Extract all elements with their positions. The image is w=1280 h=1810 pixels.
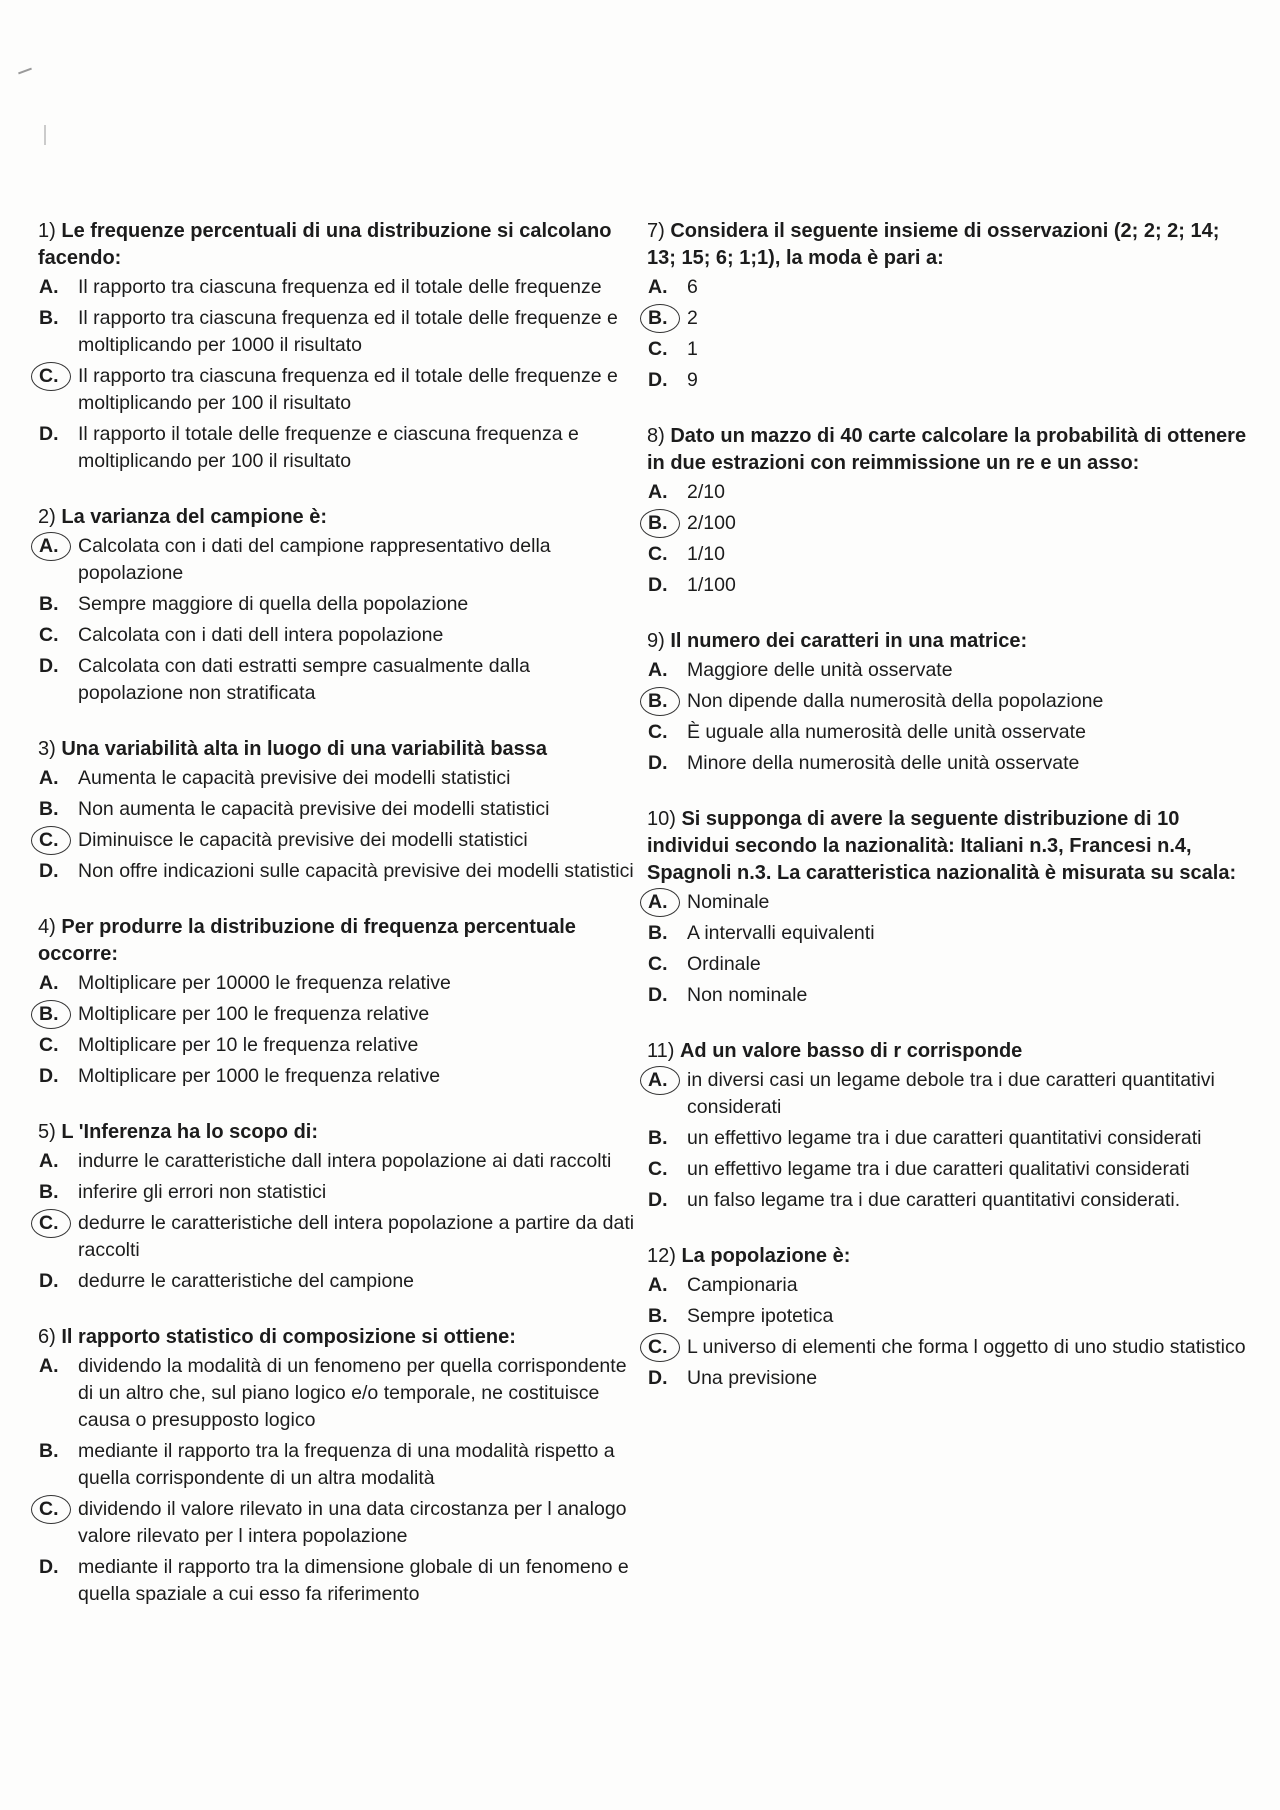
option-text: Moltiplicare per 10000 le frequenza relative (78, 972, 451, 994)
option-text: Il rapporto tra ciascuna frequenza ed il totale delle frequenze (78, 276, 602, 298)
option-text: L universo di elementi che forma l oggetto di uno studio statistico (687, 1336, 1246, 1358)
scan-mark (44, 125, 46, 145)
option-letter: A. (647, 1067, 687, 1121)
question-text: Considera il seguente insieme di osservazioni (2; 2; 2; 14; 13; 15; 6; 1;1), la moda è pari a: (647, 220, 1220, 269)
option-letter: B. (648, 922, 668, 944)
handwritten-circle-mark (31, 1209, 71, 1238)
option-letter: C. (39, 1034, 59, 1056)
option-text: Una previsione (687, 1367, 818, 1389)
question-number: 10) (647, 808, 676, 830)
answer-option[interactable] (38, 274, 638, 301)
handwritten-circle-mark (31, 362, 71, 391)
option-letter: B. (647, 510, 687, 537)
question-title (38, 504, 638, 531)
answer-option[interactable] (38, 1554, 638, 1608)
option-text: 1/100 (687, 574, 736, 596)
question-text: Si supponga di avere la seguente distribuzione di 10 individui secondo la nazionalità: Italiani n.3, Francesi n.4, Spagnoli n.3. La caratteristica nazionalità è misurata su scala: (647, 808, 1237, 884)
option-text: Sempre maggiore di quella della popolazione (78, 593, 469, 615)
question-text: Il numero dei caratteri in una matrice: (670, 630, 1028, 652)
option-letter: C. (648, 721, 668, 743)
answer-option[interactable] (647, 367, 1247, 394)
option-letter: B. (38, 1001, 78, 1028)
option-letter: A. (648, 1274, 668, 1296)
answer-option[interactable] (38, 1063, 638, 1090)
option-letter: B. (648, 1127, 668, 1149)
option-text: Moltiplicare per 100 le frequenza relative (78, 1003, 430, 1025)
option-letter: D. (648, 1189, 668, 1211)
option-text: un falso legame tra i due caratteri quantitativi considerati. (687, 1189, 1181, 1211)
option-text: dividendo la modalità di un fenomeno per quella corrispondente di un altro che, sul piano logico e/o temporale, ne costituisce causa o presupposto logico (78, 1355, 627, 1431)
answer-option[interactable] (647, 274, 1247, 301)
option-text: Maggiore delle unità osservate (687, 659, 953, 681)
answer-option[interactable] (647, 688, 1247, 715)
option-letter: D. (648, 1367, 668, 1389)
option-letter: D. (648, 369, 668, 391)
question-text: Le frequenze percentuali di una distribuzione si calcolano facendo: (38, 220, 612, 269)
option-text: Non dipende dalla numerosità della popolazione (687, 690, 1104, 712)
option-text: 2/10 (687, 481, 725, 503)
answer-option[interactable] (38, 1001, 638, 1028)
option-letter: D. (39, 423, 59, 445)
answer-option[interactable] (647, 982, 1247, 1009)
answer-option[interactable] (38, 363, 638, 417)
option-letter: B. (647, 305, 687, 332)
answer-option[interactable] (38, 1210, 638, 1264)
option-letter: A. (39, 276, 59, 298)
option-text: A intervalli equivalenti (687, 922, 875, 944)
option-letter: A. (39, 1355, 59, 1377)
question-1 (38, 218, 638, 475)
option-text: Il rapporto tra ciascuna frequenza ed il totale delle frequenze e moltiplicando per 100 il risultato (78, 365, 618, 414)
answer-option[interactable] (38, 796, 638, 823)
answer-option[interactable] (647, 1187, 1247, 1214)
option-letter: B. (39, 1440, 59, 1462)
answer-option[interactable] (38, 1032, 638, 1059)
option-text: Minore della numerosità delle unità osservate (687, 752, 1080, 774)
question-number: 1) (38, 220, 56, 242)
question-number: 8) (647, 425, 665, 447)
option-text: 2 (687, 307, 698, 329)
question-title (647, 218, 1247, 272)
question-text: La popolazione è: (681, 1245, 851, 1267)
column-left (38, 218, 638, 1637)
answer-option[interactable] (647, 889, 1247, 916)
handwritten-circle-mark (640, 1333, 680, 1362)
question-title (38, 914, 638, 968)
answer-option[interactable] (647, 510, 1247, 537)
question-4 (38, 914, 638, 1090)
answer-option[interactable] (38, 858, 638, 885)
handwritten-circle-mark (31, 1000, 71, 1029)
question-number: 5) (38, 1121, 56, 1143)
option-letter: D. (648, 984, 668, 1006)
option-letter: A. (647, 889, 687, 916)
answer-option[interactable] (647, 750, 1247, 777)
answer-option[interactable] (647, 951, 1247, 978)
option-letter: D. (39, 860, 59, 882)
option-letter: B. (39, 798, 59, 820)
question-title (647, 1243, 1247, 1270)
option-text: Moltiplicare per 10 le frequenza relative (78, 1034, 419, 1056)
option-text: in diversi casi un legame debole tra i due caratteri quantitativi considerati (687, 1069, 1215, 1118)
question-text: La varianza del campione è: (61, 506, 328, 528)
answer-option[interactable] (647, 657, 1247, 684)
answer-option[interactable] (647, 1067, 1247, 1121)
answer-option[interactable] (647, 920, 1247, 947)
option-letter: D. (648, 574, 668, 596)
answer-option[interactable] (647, 1272, 1247, 1299)
question-number: 3) (38, 738, 56, 760)
question-8 (647, 423, 1247, 599)
option-text: Calcolata con i dati del campione rappresentativo della popolazione (78, 535, 551, 584)
answer-option[interactable] (38, 1353, 638, 1434)
option-text: Non nominale (687, 984, 808, 1006)
option-text: Moltiplicare per 1000 le frequenza relative (78, 1065, 441, 1087)
answer-option[interactable] (38, 653, 638, 707)
option-text: 2/100 (687, 512, 736, 534)
question-number: 2) (38, 506, 56, 528)
option-text: 6 (687, 276, 698, 298)
answer-option[interactable] (647, 305, 1247, 332)
answer-option[interactable] (38, 1268, 638, 1295)
option-text: Ordinale (687, 953, 761, 975)
question-11 (647, 1038, 1247, 1214)
option-letter: A. (648, 481, 668, 503)
option-text: mediante il rapporto tra la frequenza di una modalità rispetto a quella corrispondente di un altra modalità (78, 1440, 615, 1489)
scan-mark (18, 68, 32, 75)
option-text: È uguale alla numerosità delle unità osservate (687, 721, 1086, 743)
answer-option[interactable] (38, 827, 638, 854)
question-text: Il rapporto statistico di composizione si ottiene: (61, 1326, 516, 1348)
answer-option[interactable] (38, 970, 638, 997)
option-text: un effettivo legame tra i due caratteri qualitativi considerati (687, 1158, 1190, 1180)
option-letter: B. (39, 593, 59, 615)
question-title (647, 628, 1247, 655)
handwritten-circle-mark (640, 304, 680, 333)
answer-option[interactable] (647, 1365, 1247, 1392)
option-letter: C. (648, 1158, 668, 1180)
option-letter: C. (39, 624, 59, 646)
option-letter: C. (647, 1334, 687, 1361)
answer-option[interactable] (647, 479, 1247, 506)
question-text: Per produrre la distribuzione di frequenza percentuale occorre: (38, 916, 576, 965)
question-text: Una variabilità alta in luogo di una variabilità bassa (61, 738, 548, 760)
option-text: Calcolata con i dati dell intera popolazione (78, 624, 444, 646)
option-text: mediante il rapporto tra la dimensione globale di un fenomeno e quella spaziale a cui esso fa riferimento (78, 1556, 629, 1605)
option-text: Non aumenta le capacità previsive dei modelli statistici (78, 798, 550, 820)
answer-option[interactable] (38, 1148, 638, 1175)
option-letter: B. (647, 688, 687, 715)
option-text: Sempre ipotetica (687, 1305, 834, 1327)
option-letter: C. (38, 827, 78, 854)
option-text: un effettivo legame tra i due caratteri quantitativi considerati (687, 1127, 1202, 1149)
option-text: Non offre indicazioni sulle capacità previsive dei modelli statistici (78, 860, 634, 882)
question-number: 12) (647, 1245, 676, 1267)
answer-option[interactable] (38, 1438, 638, 1492)
option-text: indurre le caratteristiche dall intera popolazione ai dati raccolti (78, 1150, 612, 1172)
answer-option[interactable] (647, 572, 1247, 599)
option-letter: C. (648, 543, 668, 565)
option-text: 1 (687, 338, 698, 360)
handwritten-circle-mark (31, 1495, 71, 1524)
question-title (647, 1038, 1247, 1065)
option-text: Campionaria (687, 1274, 798, 1296)
question-5 (38, 1119, 638, 1295)
handwritten-circle-mark (31, 826, 71, 855)
answer-option[interactable] (38, 305, 638, 359)
option-text: Calcolata con dati estratti sempre casualmente dalla popolazione non stratificata (78, 655, 530, 704)
column-right (647, 218, 1247, 1421)
option-letter: C. (648, 338, 668, 360)
answer-option[interactable] (647, 1334, 1247, 1361)
option-letter: D. (39, 1065, 59, 1087)
question-text: Dato un mazzo di 40 carte calcolare la probabilità di ottenere in due estrazioni con reimmissione un re e un asso: (647, 425, 1247, 474)
option-letter: C. (38, 1496, 78, 1550)
option-text: dedurre le caratteristiche del campione (78, 1270, 415, 1292)
option-text: 9 (687, 369, 698, 391)
option-letter: D. (39, 1270, 59, 1292)
question-9 (647, 628, 1247, 777)
question-text: L 'Inferenza ha lo scopo di: (61, 1121, 318, 1143)
question-number: 9) (647, 630, 665, 652)
question-title (38, 736, 638, 763)
option-text: inferire gli errori non statistici (78, 1181, 327, 1203)
answer-option[interactable] (647, 1156, 1247, 1183)
handwritten-circle-mark (640, 687, 680, 716)
question-10 (647, 806, 1247, 1009)
answer-option[interactable] (38, 765, 638, 792)
question-number: 6) (38, 1326, 56, 1348)
option-letter: A. (39, 972, 59, 994)
answer-option[interactable] (38, 421, 638, 475)
option-letter: A. (39, 1150, 59, 1172)
answer-option[interactable] (38, 1496, 638, 1550)
question-number: 4) (38, 916, 56, 938)
option-letter: C. (38, 363, 78, 417)
question-2 (38, 504, 638, 707)
answer-option[interactable] (647, 1303, 1247, 1330)
option-text: Diminuisce le capacità previsive dei modelli statistici (78, 829, 528, 851)
option-letter: A. (648, 276, 668, 298)
handwritten-circle-mark (640, 1066, 680, 1095)
answer-option[interactable] (38, 1179, 638, 1206)
question-title (647, 423, 1247, 477)
option-letter: D. (39, 1556, 59, 1578)
question-title (647, 806, 1247, 887)
answer-option[interactable] (647, 1125, 1247, 1152)
option-letter: C. (648, 953, 668, 975)
option-letter: C. (38, 1210, 78, 1264)
option-text: dedurre le caratteristiche dell intera popolazione a partire da dati raccolti (78, 1212, 635, 1261)
question-title (38, 1324, 638, 1351)
option-letter: D. (648, 752, 668, 774)
answer-option[interactable] (38, 622, 638, 649)
question-12 (647, 1243, 1247, 1392)
option-text: Il rapporto il totale delle frequenze e ciascuna frequenza e moltiplicando per 100 il risultato (78, 423, 579, 472)
answer-option[interactable] (647, 719, 1247, 746)
option-letter: A. (39, 767, 59, 789)
option-text: dividendo il valore rilevato in una data circostanza per l analogo valore rilevato per l intera popolazione (78, 1498, 627, 1547)
answer-option[interactable] (38, 591, 638, 618)
option-letter: D. (39, 655, 59, 677)
question-text: Ad un valore basso di r corrisponde (679, 1040, 1023, 1062)
option-letter: A. (648, 659, 668, 681)
handwritten-circle-mark (640, 888, 680, 917)
question-6 (38, 1324, 638, 1608)
handwritten-circle-mark (640, 509, 680, 538)
question-3 (38, 736, 638, 885)
option-text: Nominale (687, 891, 770, 913)
answer-option[interactable] (38, 533, 638, 587)
option-letter: B. (39, 307, 59, 329)
question-number: 11) (647, 1040, 675, 1062)
answer-option[interactable] (647, 336, 1247, 363)
question-number: 7) (647, 220, 665, 242)
question-title (38, 1119, 638, 1146)
option-letter: A. (38, 533, 78, 587)
option-letter: B. (39, 1181, 59, 1203)
option-text: Aumenta le capacità previsive dei modelli statistici (78, 767, 511, 789)
handwritten-circle-mark (31, 532, 71, 561)
option-letter: B. (648, 1305, 668, 1327)
option-text: Il rapporto tra ciascuna frequenza ed il totale delle frequenze e moltiplicando per 1000 il risultato (78, 307, 618, 356)
option-text: 1/10 (687, 543, 725, 565)
question-title (38, 218, 638, 272)
answer-option[interactable] (647, 541, 1247, 568)
question-7 (647, 218, 1247, 394)
